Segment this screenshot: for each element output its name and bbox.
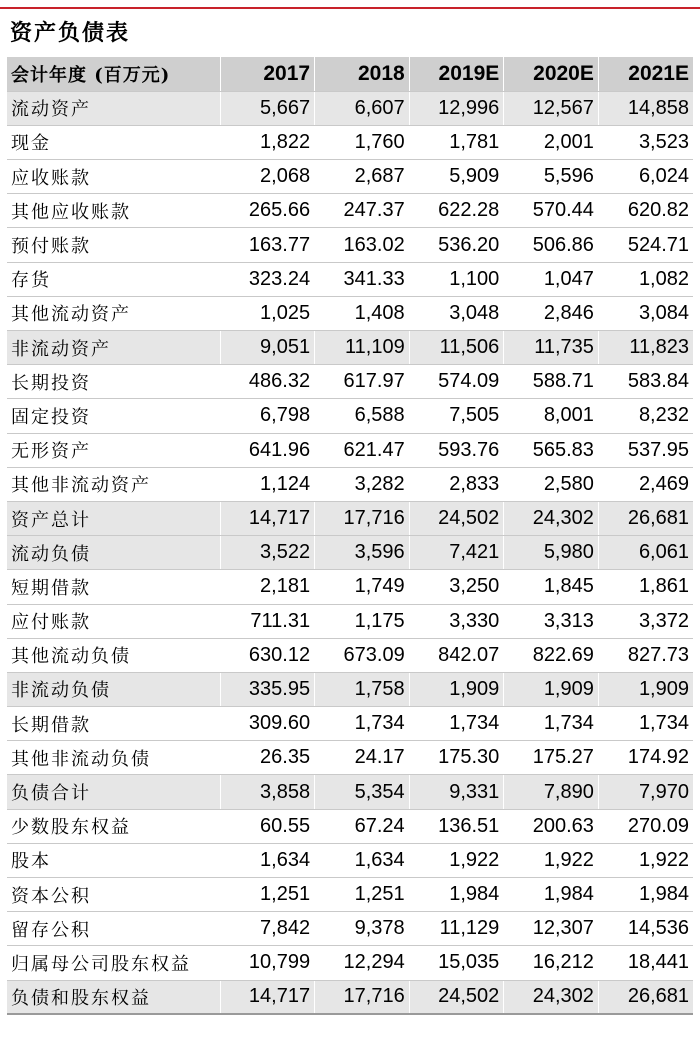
table-cell: 2,469 <box>598 467 693 501</box>
table-cell: 11,823 <box>598 331 693 365</box>
table-cell: 1,734 <box>598 707 693 741</box>
table-cell: 309.60 <box>220 707 315 741</box>
table-row <box>7 843 693 877</box>
table-cell: 7,421 <box>409 536 504 570</box>
table-cell: 1,251 <box>220 878 315 912</box>
row-label: 应收账款 <box>7 160 220 194</box>
table-cell: 67.24 <box>315 809 410 843</box>
table-cell: 2,001 <box>504 125 599 159</box>
table-cell: 3,596 <box>315 536 410 570</box>
row-label: 非流动负债 <box>7 672 220 706</box>
row-label: 长期借款 <box>7 707 220 741</box>
table-cell: 2,181 <box>220 570 315 604</box>
table-cell: 1,124 <box>220 467 315 501</box>
table-row <box>7 878 693 912</box>
table-cell: 1,984 <box>504 878 599 912</box>
table-cell: 1,922 <box>409 843 504 877</box>
row-label: 应付账款 <box>7 604 220 638</box>
table-cell: 136.51 <box>409 809 504 843</box>
table-cell: 2,846 <box>504 296 599 330</box>
table-cell: 175.30 <box>409 741 504 775</box>
balance-sheet-table <box>7 57 693 1015</box>
row-label: 其他流动资产 <box>7 296 220 330</box>
table-cell: 1,734 <box>315 707 410 741</box>
table-row <box>7 741 693 775</box>
table-cell: 6,061 <box>598 536 693 570</box>
table-cell: 26,681 <box>598 501 693 535</box>
table-row <box>7 946 693 980</box>
top-rule <box>0 7 700 9</box>
table-cell: 14,536 <box>598 912 693 946</box>
row-label: 留存公积 <box>7 912 220 946</box>
table-cell: 18,441 <box>598 946 693 980</box>
table-cell: 565.83 <box>504 433 599 467</box>
table-cell: 2,833 <box>409 467 504 501</box>
table-cell: 3,858 <box>220 775 315 809</box>
table-cell: 1,861 <box>598 570 693 604</box>
table-cell: 9,331 <box>409 775 504 809</box>
table-cell: 163.02 <box>315 228 410 262</box>
table-cell: 711.31 <box>220 604 315 638</box>
table-cell: 163.77 <box>220 228 315 262</box>
table-cell: 12,567 <box>504 91 599 125</box>
table-cell: 2,687 <box>315 160 410 194</box>
table-cell: 536.20 <box>409 228 504 262</box>
table-cell: 5,667 <box>220 91 315 125</box>
table-cell: 1,822 <box>220 125 315 159</box>
table-cell: 593.76 <box>409 433 504 467</box>
table-cell: 3,523 <box>598 125 693 159</box>
table-row <box>7 365 693 399</box>
row-label: 现金 <box>7 125 220 159</box>
table-cell: 5,909 <box>409 160 504 194</box>
table-cell: 2,580 <box>504 467 599 501</box>
table-cell: 200.63 <box>504 809 599 843</box>
table-cell: 486.32 <box>220 365 315 399</box>
row-label: 长期投资 <box>7 365 220 399</box>
table-row <box>7 467 693 501</box>
row-label: 资产总计 <box>7 501 220 535</box>
table-cell: 1,909 <box>504 672 599 706</box>
table-cell: 1,082 <box>598 262 693 296</box>
row-label: 少数股东权益 <box>7 809 220 843</box>
table-cell: 247.37 <box>315 194 410 228</box>
table-cell: 3,372 <box>598 604 693 638</box>
table-cell: 7,505 <box>409 399 504 433</box>
table-cell: 1,634 <box>220 843 315 877</box>
table-cell: 1,909 <box>598 672 693 706</box>
table-cell: 24,502 <box>409 501 504 535</box>
table-cell: 24,302 <box>504 980 599 1014</box>
table-cell: 622.28 <box>409 194 504 228</box>
table-cell: 1,909 <box>409 672 504 706</box>
table-cell: 26,681 <box>598 980 693 1014</box>
page-title: 资产负债表 <box>10 20 131 46</box>
table-cell: 5,354 <box>315 775 410 809</box>
table-header-row <box>7 57 693 91</box>
table-cell: 1,100 <box>409 262 504 296</box>
table-cell: 524.71 <box>598 228 693 262</box>
table-cell: 570.44 <box>504 194 599 228</box>
table-cell: 11,129 <box>409 912 504 946</box>
table-cell: 15,035 <box>409 946 504 980</box>
table-cell: 270.09 <box>598 809 693 843</box>
header-year: 2019E <box>409 57 504 91</box>
table-row <box>7 672 693 706</box>
table-cell: 6,024 <box>598 160 693 194</box>
table-cell: 1,749 <box>315 570 410 604</box>
table-cell: 5,980 <box>504 536 599 570</box>
table-cell: 1,781 <box>409 125 504 159</box>
table-cell: 1,984 <box>598 878 693 912</box>
row-label: 股本 <box>7 843 220 877</box>
table-cell: 11,506 <box>409 331 504 365</box>
table-row <box>7 228 693 262</box>
table-cell: 2,068 <box>220 160 315 194</box>
row-label: 存货 <box>7 262 220 296</box>
table-cell: 9,378 <box>315 912 410 946</box>
table-cell: 6,798 <box>220 399 315 433</box>
row-label: 无形资产 <box>7 433 220 467</box>
table-cell: 673.09 <box>315 638 410 672</box>
table-row <box>7 775 693 809</box>
table-cell: 1,758 <box>315 672 410 706</box>
table-cell: 12,307 <box>504 912 599 946</box>
table-cell: 630.12 <box>220 638 315 672</box>
table-cell: 3,330 <box>409 604 504 638</box>
header-year: 2021E <box>598 57 693 91</box>
table-row <box>7 707 693 741</box>
table-cell: 822.69 <box>504 638 599 672</box>
table-row <box>7 194 693 228</box>
table-cell: 175.27 <box>504 741 599 775</box>
table-row <box>7 296 693 330</box>
table-body <box>7 91 693 1014</box>
table-cell: 3,313 <box>504 604 599 638</box>
table-cell: 641.96 <box>220 433 315 467</box>
table-row <box>7 536 693 570</box>
table-row <box>7 638 693 672</box>
table-cell: 16,212 <box>504 946 599 980</box>
table-cell: 24.17 <box>315 741 410 775</box>
table-row <box>7 331 693 365</box>
table-cell: 3,250 <box>409 570 504 604</box>
table-cell: 11,109 <box>315 331 410 365</box>
row-label: 流动负债 <box>7 536 220 570</box>
table-row <box>7 501 693 535</box>
table-cell: 341.33 <box>315 262 410 296</box>
table-cell: 11,735 <box>504 331 599 365</box>
table-cell: 1,984 <box>409 878 504 912</box>
table-cell: 1,922 <box>504 843 599 877</box>
table-cell: 1,845 <box>504 570 599 604</box>
table-cell: 1,047 <box>504 262 599 296</box>
table-row <box>7 980 693 1014</box>
table-cell: 14,717 <box>220 501 315 535</box>
table-row <box>7 433 693 467</box>
row-label: 流动资产 <box>7 91 220 125</box>
table-cell: 1,734 <box>504 707 599 741</box>
table-cell: 1,922 <box>598 843 693 877</box>
table-cell: 3,084 <box>598 296 693 330</box>
row-label: 负债合计 <box>7 775 220 809</box>
row-label: 其他应收账款 <box>7 194 220 228</box>
header-year: 2018 <box>315 57 410 91</box>
row-label: 固定投资 <box>7 399 220 433</box>
table-cell: 323.24 <box>220 262 315 296</box>
table-cell: 1,251 <box>315 878 410 912</box>
table-cell: 537.95 <box>598 433 693 467</box>
table-cell: 14,717 <box>220 980 315 1014</box>
table-cell: 6,607 <box>315 91 410 125</box>
row-label: 其他非流动资产 <box>7 467 220 501</box>
table-cell: 1,025 <box>220 296 315 330</box>
header-label: 会计年度 (百万元) <box>7 57 220 91</box>
table-row <box>7 262 693 296</box>
table-cell: 583.84 <box>598 365 693 399</box>
row-label: 其他非流动负债 <box>7 741 220 775</box>
table-cell: 8,232 <box>598 399 693 433</box>
table-cell: 7,842 <box>220 912 315 946</box>
table-cell: 26.35 <box>220 741 315 775</box>
table-cell: 506.86 <box>504 228 599 262</box>
table-row <box>7 125 693 159</box>
table-row <box>7 399 693 433</box>
table-cell: 3,522 <box>220 536 315 570</box>
table-cell: 8,001 <box>504 399 599 433</box>
table-cell: 621.47 <box>315 433 410 467</box>
table-cell: 24,502 <box>409 980 504 1014</box>
table-cell: 842.07 <box>409 638 504 672</box>
row-label: 其他流动负债 <box>7 638 220 672</box>
table-cell: 620.82 <box>598 194 693 228</box>
row-label: 预付账款 <box>7 228 220 262</box>
table-cell: 588.71 <box>504 365 599 399</box>
table-row <box>7 912 693 946</box>
table-cell: 1,760 <box>315 125 410 159</box>
table-cell: 60.55 <box>220 809 315 843</box>
table-cell: 17,716 <box>315 980 410 1014</box>
table-row <box>7 604 693 638</box>
table-cell: 17,716 <box>315 501 410 535</box>
table-cell: 1,634 <box>315 843 410 877</box>
table-cell: 6,588 <box>315 399 410 433</box>
table-cell: 1,734 <box>409 707 504 741</box>
table-cell: 335.95 <box>220 672 315 706</box>
table-row <box>7 809 693 843</box>
table-cell: 12,996 <box>409 91 504 125</box>
table-row <box>7 160 693 194</box>
table-cell: 5,596 <box>504 160 599 194</box>
row-label: 归属母公司股东权益 <box>7 946 220 980</box>
table-row <box>7 91 693 125</box>
table-cell: 3,282 <box>315 467 410 501</box>
table-cell: 14,858 <box>598 91 693 125</box>
row-label: 资本公积 <box>7 878 220 912</box>
header-year: 2017 <box>220 57 315 91</box>
table-cell: 1,408 <box>315 296 410 330</box>
table-cell: 265.66 <box>220 194 315 228</box>
table-cell: 12,294 <box>315 946 410 980</box>
table-cell: 1,175 <box>315 604 410 638</box>
table-cell: 24,302 <box>504 501 599 535</box>
table-row <box>7 570 693 604</box>
table-cell: 617.97 <box>315 365 410 399</box>
table-cell: 9,051 <box>220 331 315 365</box>
table-cell: 7,970 <box>598 775 693 809</box>
row-label: 非流动资产 <box>7 331 220 365</box>
table-cell: 10,799 <box>220 946 315 980</box>
table-cell: 827.73 <box>598 638 693 672</box>
table-cell: 7,890 <box>504 775 599 809</box>
header-year: 2020E <box>504 57 599 91</box>
row-label: 短期借款 <box>7 570 220 604</box>
table-cell: 3,048 <box>409 296 504 330</box>
row-label: 负债和股东权益 <box>7 980 220 1014</box>
table-cell: 574.09 <box>409 365 504 399</box>
table-cell: 174.92 <box>598 741 693 775</box>
